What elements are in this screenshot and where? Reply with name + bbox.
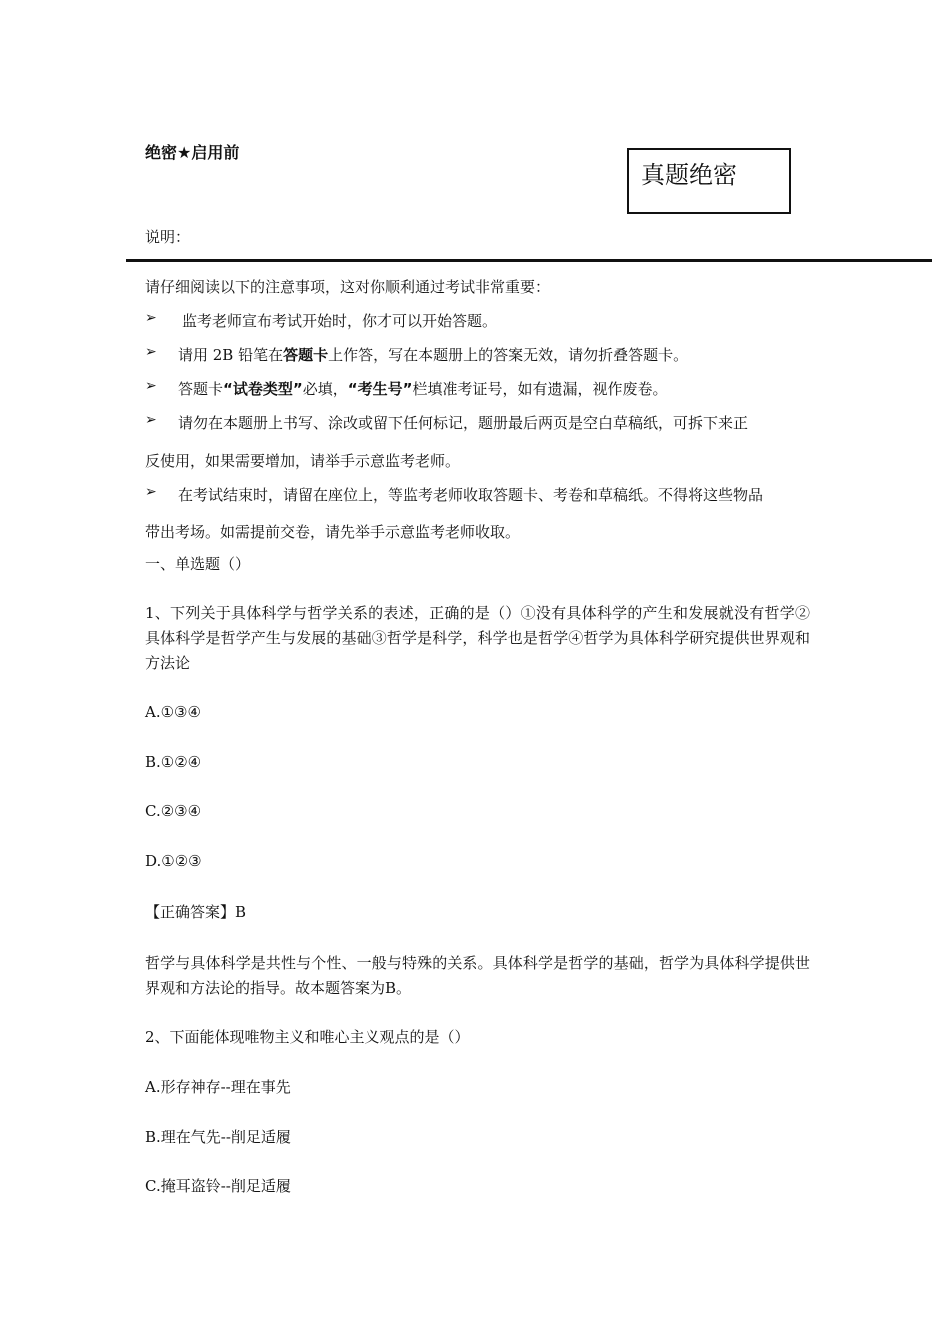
q2-option-c: C.掩耳盗铃--削足适履 — [145, 1177, 291, 1195]
arrow-bullet-icon: ➢ — [145, 484, 157, 500]
q2-option-a: A.形存神存--理在事先 — [145, 1078, 291, 1096]
notice-intro: 请仔细阅读以下的注意事项，这对你顺利通过考试非常重要： — [145, 278, 551, 296]
secret-stamp-text: 真题绝密 — [641, 161, 737, 189]
question-2-stem: 2、下面能体现唯物主义和唯心主义观点的是（） — [145, 1028, 470, 1046]
header-divider — [126, 259, 932, 262]
question-1-stem: 1、下列关于具体科学与哲学关系的表述，正确的是（）①没有具体科学的产生和发展就没有哲学②具体科学是哲学产生与发展的基础③哲学是科学，科学也是哲学④哲学为具体科学研究提供世界观和方法论 — [145, 604, 810, 672]
arrow-bullet-icon: ➢ — [145, 344, 157, 360]
q1-option-a: A.①③④ — [145, 703, 201, 721]
q1-option-d: D.①②③ — [145, 852, 202, 870]
arrow-bullet-icon: ➢ — [145, 378, 157, 394]
arrow-bullet-icon: ➢ — [145, 310, 157, 326]
secret-stamp-box — [627, 148, 791, 214]
notice-item-continuation: 反使用，如果需要增加，请举手示意监考老师。 — [145, 452, 461, 470]
q1-correct-answer: 【正确答案】B — [145, 903, 247, 921]
notice-item-continuation: 带出考场。如需提前交卷，请先举手示意监考老师收取。 — [145, 523, 521, 541]
section-title: 一、单选题（） — [145, 555, 251, 573]
q1-option-b: B.①②④ — [145, 753, 202, 771]
q1-option-c: C.②③④ — [145, 802, 202, 820]
q2-option-b: B.理在气先--削足适履 — [145, 1128, 291, 1146]
arrow-bullet-icon: ➢ — [145, 412, 157, 428]
q1-explanation: 哲学与具体科学是共性与个性、一般与特殊的关系。具体科学是哲学的基础，哲学为具体科学提供世界观和方法论的指导。故本题答案为B。 — [145, 954, 810, 997]
confidentiality-label: 绝密★启用前 — [145, 143, 240, 162]
explanation-label: 说明： — [145, 228, 191, 246]
